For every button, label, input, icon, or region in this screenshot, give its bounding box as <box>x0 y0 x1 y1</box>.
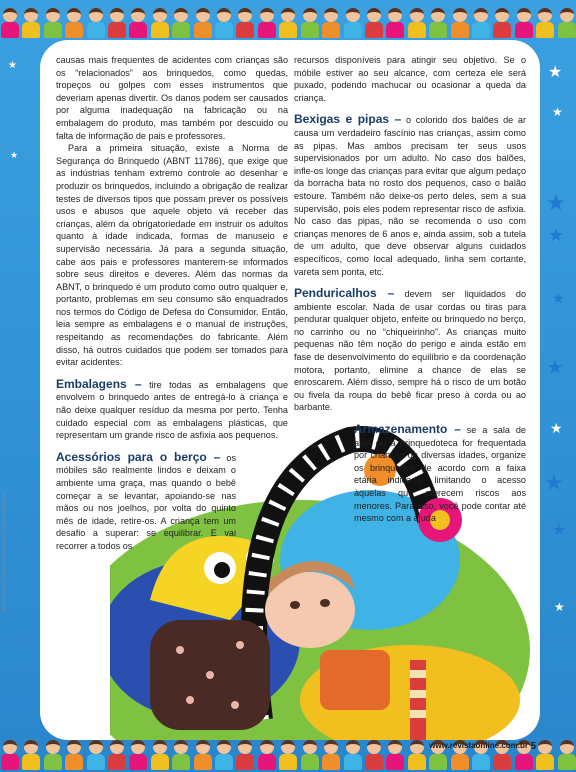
article-column-2 <box>294 54 526 525</box>
child-figure-icon <box>107 738 126 772</box>
star-icon: ★ <box>550 420 563 436</box>
section-acessorios <box>56 451 236 553</box>
website-url[interactable]: www.revistaonline.com.br <box>429 741 528 750</box>
child-figure-icon <box>0 6 19 40</box>
section-text: devem ser liquidados do ambiente escolar. Nada de usar cordas ou tiras para pendurar qualquer objeto, enfeite ou brinquedo no berço, no carrinho ou no “chiqueirinho”. As crianças muito pequenas não têm noção do perigo e ainda estão em fase de desenvolvimento do equilíbrio e da coordenação motora, portanto, elimine a chance de elas se enroscarem. Além disso, sempre há o risco de um botão ou fivela da roupa do bebê ficar preso à corda ou ao barbante. <box>294 289 527 413</box>
section-heading: Penduricalhos – <box>294 286 395 301</box>
child-figure-icon <box>364 6 383 40</box>
star-icon: ★ <box>552 522 567 539</box>
child-figure-icon <box>535 738 554 772</box>
child-figure-icon <box>343 738 362 772</box>
section-heading: Armazenamento – <box>354 422 461 437</box>
child-figure-icon <box>321 6 340 40</box>
page-number: 5 <box>530 741 536 752</box>
child-figure-icon <box>450 6 469 40</box>
child-figure-icon <box>514 6 533 40</box>
star-icon: ★ <box>8 60 17 71</box>
child-figure-icon <box>43 6 62 40</box>
star-icon: ★ <box>548 225 565 245</box>
child-figure-icon <box>21 738 40 772</box>
child-figure-icon <box>300 6 319 40</box>
child-figure-icon <box>407 738 426 772</box>
child-figure-icon <box>385 6 404 40</box>
child-figure-icon <box>385 738 404 772</box>
child-figure-icon <box>278 6 297 40</box>
child-figure-icon <box>86 6 105 40</box>
child-figure-icon <box>107 6 126 40</box>
section-text: se a sala de aula ou a brinquedoteca for frequentada por crianças de diversas idades, organize os brinquedos de acordo com a faixa etária indicada, limitando o acesso àquelas que oferecem riscos aos menores. Para isso, você pode contar até mesmo com a ajuda <box>354 425 526 524</box>
child-figure-icon <box>471 6 490 40</box>
child-figure-icon <box>21 6 40 40</box>
kids-border-top <box>0 0 576 40</box>
child-figure-icon <box>300 738 319 772</box>
paragraph: causas mais frequentes de acidentes com crianças são os “relacionados” aos brinquedos, como quedas, tropeços ou golpes com esses instrumentos que deveriam apenas divertir. Os danos podem ser causados por alguma inadequação na fabricação ou na embalagem do produto, mas também por descuido ou falta de informação de pais e professores. <box>56 55 288 141</box>
star-icon: ★ <box>548 64 563 81</box>
child-figure-icon <box>150 6 169 40</box>
child-figure-icon <box>64 738 83 772</box>
section-penduricalhos <box>294 287 526 414</box>
star-icon: ★ <box>552 290 565 306</box>
section-text: o colorido dos balões de ar causa um verdadeiro fascínio nas crianças, assim como as pipas. Mas ambos precisam ter seus usos supervisionados por um adulto. No caso dos balões, infle-os longe das crianças para evitar que algum pedaço da borracha bata no rosto dos pequenos, caso o balão estoure. Também não deixe-os perto deles, sem a sua supervisão, pois eles podem representar risco de asfixia. No caso das pipas, não se recomenda o uso com crianças menores de 6 anos e, ainda assim, sob a tutela de um adulto, que deve observar alguns cuidados específicos, como local adequado, linha sem cortante, vareta sem ponta, etc. <box>294 115 526 277</box>
child-figure-icon <box>193 738 212 772</box>
star-icon: ★ <box>10 150 19 160</box>
section-text: os móbiles são realmente lindos e deixam o ambiente uma graça, mas quando o bebê começar a se levantar, apoiando-se nas mãos ou nos joelhos, por volta do quinto mês de idade, retire-os. A criança tem um desafio a superar: se equilibrar. E vai recorrer a todos os <box>56 452 236 551</box>
star-icon: ★ <box>544 470 564 495</box>
section-heading: Embalagens – <box>56 376 142 391</box>
section-armazenamento <box>354 423 526 525</box>
child-figure-icon <box>214 738 233 772</box>
section-heading: Bexigas e pipas – <box>294 112 402 127</box>
paragraph: Para a primeira situação, existe a Norma de Segurança do Brinquedo (ABNT 11786), que exige que as indústrias tenham extremo controle ao desenhar e produzir os brinquedos, incluindo a obrigação de realizar testes de diversos tipos que possam prever os possíveis usos e abusos que aquele objeto vá receber das crianças, além da obrigatoriedade em instruir os adultos quanto à idade indicada, formas de manuseio e supervisão necessária. Já para a segunda situação, cabe aos pais e professores manterem-se informados sobre seus direitos e deveres. Além das normas da ABNT, o brinquedo é um produto como outro qualquer e, portanto, problemas em seu consumo são enquadrados nos termos do Código de Defesa do Consumidor. Então, leia sempre as embalagens e o manual de instruções, respeitando as recomendações do fabricante. Além disso, há outros cuidados que podem ser tomados para evitar acidentes: <box>56 143 288 368</box>
section-text: tire todas as embalagens que envolvem o brinquedo antes de entregá-lo à criança e não deixe qualquer resíduo da mesma por perto. Tenha cuidado especial com as embalagens plásticas, que representam um grande risco de asfixia aos pequenos. <box>56 379 289 441</box>
child-figure-icon <box>171 6 190 40</box>
article-page <box>40 40 540 740</box>
child-figure-icon <box>557 6 576 40</box>
child-figure-icon <box>128 738 147 772</box>
child-figure-icon <box>321 738 340 772</box>
child-figure-icon <box>428 6 447 40</box>
child-figure-icon <box>407 6 426 40</box>
child-figure-icon <box>535 6 554 40</box>
child-figure-icon <box>557 738 576 772</box>
child-figure-icon <box>492 6 511 40</box>
child-figure-icon <box>235 6 254 40</box>
child-figure-icon <box>150 738 169 772</box>
child-figure-icon <box>128 6 147 40</box>
child-figure-icon <box>257 6 276 40</box>
photo-credit: Foto: Camila Calheiros / Produção: Cristiane Basseto <box>2 493 8 612</box>
child-figure-icon <box>235 738 254 772</box>
child-figure-icon <box>343 6 362 40</box>
star-icon: ★ <box>546 190 566 215</box>
child-figure-icon <box>214 6 233 40</box>
child-figure-icon <box>43 738 62 772</box>
child-figure-icon <box>364 738 383 772</box>
child-figure-icon <box>0 738 19 772</box>
star-icon: ★ <box>554 600 565 614</box>
star-icon: ★ <box>552 105 563 119</box>
star-icon: ★ <box>546 357 564 379</box>
section-embalagens <box>56 378 288 442</box>
section-bexigas <box>294 113 526 278</box>
section-heading: Acessórios para o berço – <box>56 449 221 464</box>
child-figure-icon <box>278 738 297 772</box>
child-figure-icon <box>171 738 190 772</box>
child-figure-icon <box>193 6 212 40</box>
child-figure-icon <box>86 738 105 772</box>
paragraph: recursos disponíveis para atingir seu objetivo. Se o móbile estiver ao seu alcance, com certeza ele será puxado, podendo machucar ou ocasionar a queda da criança. <box>294 55 526 103</box>
child-figure-icon <box>257 738 276 772</box>
article-column-1 <box>56 54 288 553</box>
child-figure-icon <box>64 6 83 40</box>
